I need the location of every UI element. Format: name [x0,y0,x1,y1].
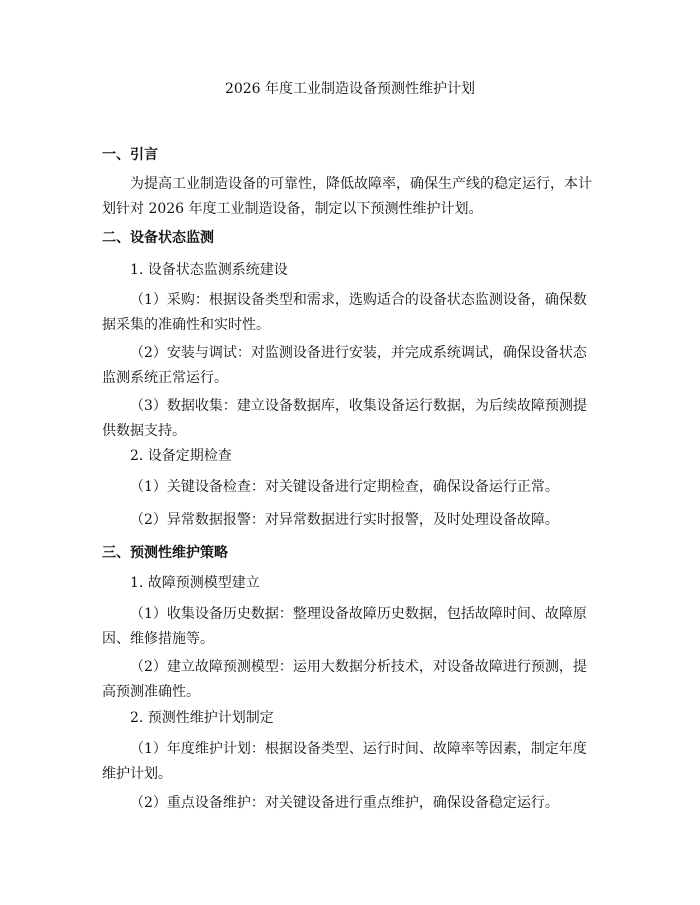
section-heading-predictive-strategy: 三、预测性维护策略 [102,545,228,561]
subsection-heading-maintenance-plan: 2. 预测性维护计划制定 [130,710,274,726]
list-item-annual-plan: （1）年度维护计划：根据设备类型、运行时间、故障率等因素，制定年度维护计划。 [102,741,587,782]
list-item-abnormal-alarm: （2）异常数据报警：对异常数据进行实时报警，及时处理设备故障。 [130,512,559,528]
list-item-data-collection: （3）数据收集：建立设备数据库，收集设备运行数据，为后续故障预测提供数据支持。 [102,398,587,439]
list-item-key-equipment-maintenance: （2）重点设备维护：对关键设备进行重点维护，确保设备稳定运行。 [130,795,559,811]
list-item-installation: （2）安装与调试：对监测设备进行安装，并完成系统调试，确保设备状态监测系统正常运行。 [102,345,587,386]
section-heading-introduction: 一、引言 [102,147,158,163]
subsection-heading-fault-model: 1. 故障预测模型建立 [130,575,260,591]
introduction-paragraph: 为提高工业制造设备的可靠性，降低故障率，确保生产线的稳定运行，本计划针对 2026 年度工业制造设备，制定以下预测性维护计划。 [102,176,592,217]
list-item-history-data: （1）收集设备历史数据：整理设备故障历史数据，包括故障时间、故障原因、维修措施等。 [102,606,587,647]
list-item-prediction-model: （2）建立故障预测模型：运用大数据分析技术，对设备故障进行预测，提高预测准确性。 [102,659,587,700]
subsection-heading-periodic-inspection: 2. 设备定期检查 [130,448,232,464]
section-heading-equipment-monitoring: 二、设备状态监测 [102,230,214,246]
document-title: 2026 年度工业制造设备预测性维护计划 [224,81,476,97]
list-item-key-equipment-check: （1）关键设备检查：对关键设备进行定期检查，确保设备运行正常。 [130,479,559,495]
subsection-heading-monitoring-system: 1. 设备状态监测系统建设 [130,262,288,278]
list-item-procurement: （1）采购：根据设备类型和需求，选购适合的设备状态监测设备，确保数据采集的准确性和实时性。 [102,292,587,333]
